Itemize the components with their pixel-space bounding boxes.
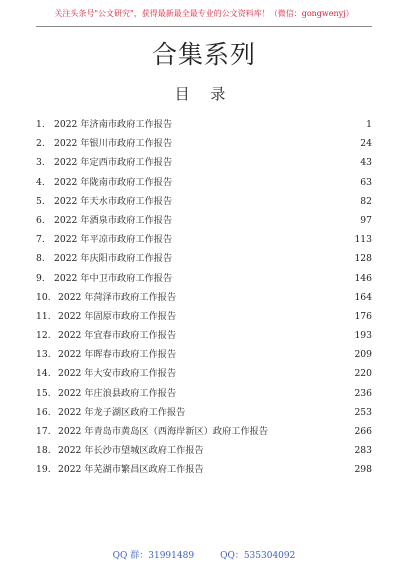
toc-entry-title: 2022 年陇南市政府工作报告 [54,176,173,188]
toc-entry-page: 209 [354,349,372,361]
toc-entry-number: 8. [36,253,45,265]
toc-entry-page: 43 [360,157,372,169]
footer [0,550,408,562]
toc-entry-title: 2022 年晖春市政府工作报告 [58,349,177,361]
toc-entry-number: 16. [36,406,51,418]
toc-entry-page: 220 [354,368,372,380]
toc-entry[interactable] [36,366,372,385]
toc-entry-page: 164 [354,291,372,303]
toc-entry-title: 2022 年济南市政府工作报告 [54,119,173,130]
toc-entry-number: 4. [36,176,45,188]
toc-entry-page: 283 [354,445,372,457]
toc-entry-number: 13. [36,349,51,361]
toc-entry-page: 236 [354,387,372,399]
toc-entry[interactable] [36,155,372,174]
toc-entry-title: 2022 年青岛市黄岛区（西海岸新区）政府工作报告 [58,426,269,437]
toc-entry-title: 2022 年宜春市政府工作报告 [58,330,177,342]
toc-entry-title: 2022 年菏泽市政府工作报告 [58,291,177,303]
toc-entry-number: 15. [36,387,51,399]
toc-heading: 目 录 [174,85,234,103]
toc-entry-number: 9. [36,272,45,284]
toc-entry-page: 298 [354,464,372,476]
toc-entry-page: 176 [354,310,372,322]
toc-entry-number: 12. [36,330,51,342]
toc-entry-title: 2022 年天水市政府工作报告 [54,195,173,207]
toc-entry[interactable] [36,213,372,232]
toc-entry[interactable] [36,271,372,290]
toc-entry[interactable] [36,462,372,481]
toc-entry[interactable] [36,194,372,213]
toc-entry[interactable] [36,386,372,405]
table-of-contents [36,117,372,482]
toc-entry-title: 2022 年酒泉市政府工作报告 [54,214,173,226]
toc-entry[interactable] [36,424,372,443]
toc-entry-number: 3. [36,157,45,169]
toc-entry-page: 1 [366,119,372,130]
toc-entry-page: 146 [354,272,372,284]
toc-entry[interactable] [36,232,372,251]
toc-entry-title: 2022 年平凉市政府工作报告 [54,234,173,246]
qq-number-text: QQ：535304092 [220,551,296,561]
toc-entry[interactable] [36,405,372,424]
toc-entry-page: 97 [360,214,372,226]
toc-entry-number: 11. [36,310,51,322]
toc-entry-number: 7. [36,234,45,246]
toc-entry-page: 253 [354,406,372,418]
toc-entry-number: 1. [36,119,45,130]
toc-entry-title: 2022 年长沙市望城区政府工作报告 [58,445,204,457]
toc-entry-number: 10. [36,291,51,303]
toc-entry[interactable] [36,347,372,366]
toc-entry-title: 2022 年中卫市政府工作报告 [54,272,173,284]
toc-entry-number: 5. [36,195,45,207]
toc-entry-page: 193 [354,330,372,342]
toc-entry-title: 2022 年固原市政府工作报告 [58,310,177,322]
toc-entry-page: 128 [354,253,372,265]
toc-entry-title: 2022 年定西市政府工作报告 [54,157,173,169]
toc-entry-number: 19. [36,464,51,476]
toc-entry-number: 2. [36,138,45,150]
toc-entry-page: 113 [354,234,372,246]
toc-entry[interactable] [36,328,372,347]
toc-entry[interactable] [36,251,372,270]
toc-entry[interactable] [36,136,372,155]
toc-entry-page: 24 [360,138,372,150]
toc-entry-page: 82 [360,195,372,207]
toc-entry-number: 14. [36,368,51,380]
toc-entry-number: 6. [36,214,45,226]
header-banner: 关注头条号"公文研究"，获得最新最全最专业的公文资料库！（微信：gongwenyj） [54,9,354,18]
toc-entry-page: 63 [360,176,372,188]
toc-entry-page: 266 [354,426,372,437]
toc-entry-title: 2022 年银川市政府工作报告 [54,138,173,150]
qq-group-text: QQ 群：31991489 [112,551,195,561]
header-divider [36,26,372,27]
toc-entry[interactable] [36,117,372,136]
toc-entry-title: 2022 年庆阳市政府工作报告 [54,253,173,265]
toc-entry-number: 17. [36,426,51,437]
page-title: 合集系列 [151,40,256,69]
toc-entry-number: 18. [36,445,51,457]
toc-entry[interactable] [36,443,372,462]
toc-entry[interactable] [36,175,372,194]
toc-entry-title: 2022 年庄浪县政府工作报告 [58,387,177,399]
toc-entry-title: 2022 年芜湖市繁昌区政府工作报告 [58,464,204,476]
toc-entry-title: 2022 年大安市政府工作报告 [58,368,177,380]
toc-entry-title: 2022 年龙子湖区政府工作报告 [58,406,186,418]
toc-entry[interactable] [36,290,372,309]
toc-entry[interactable] [36,309,372,328]
